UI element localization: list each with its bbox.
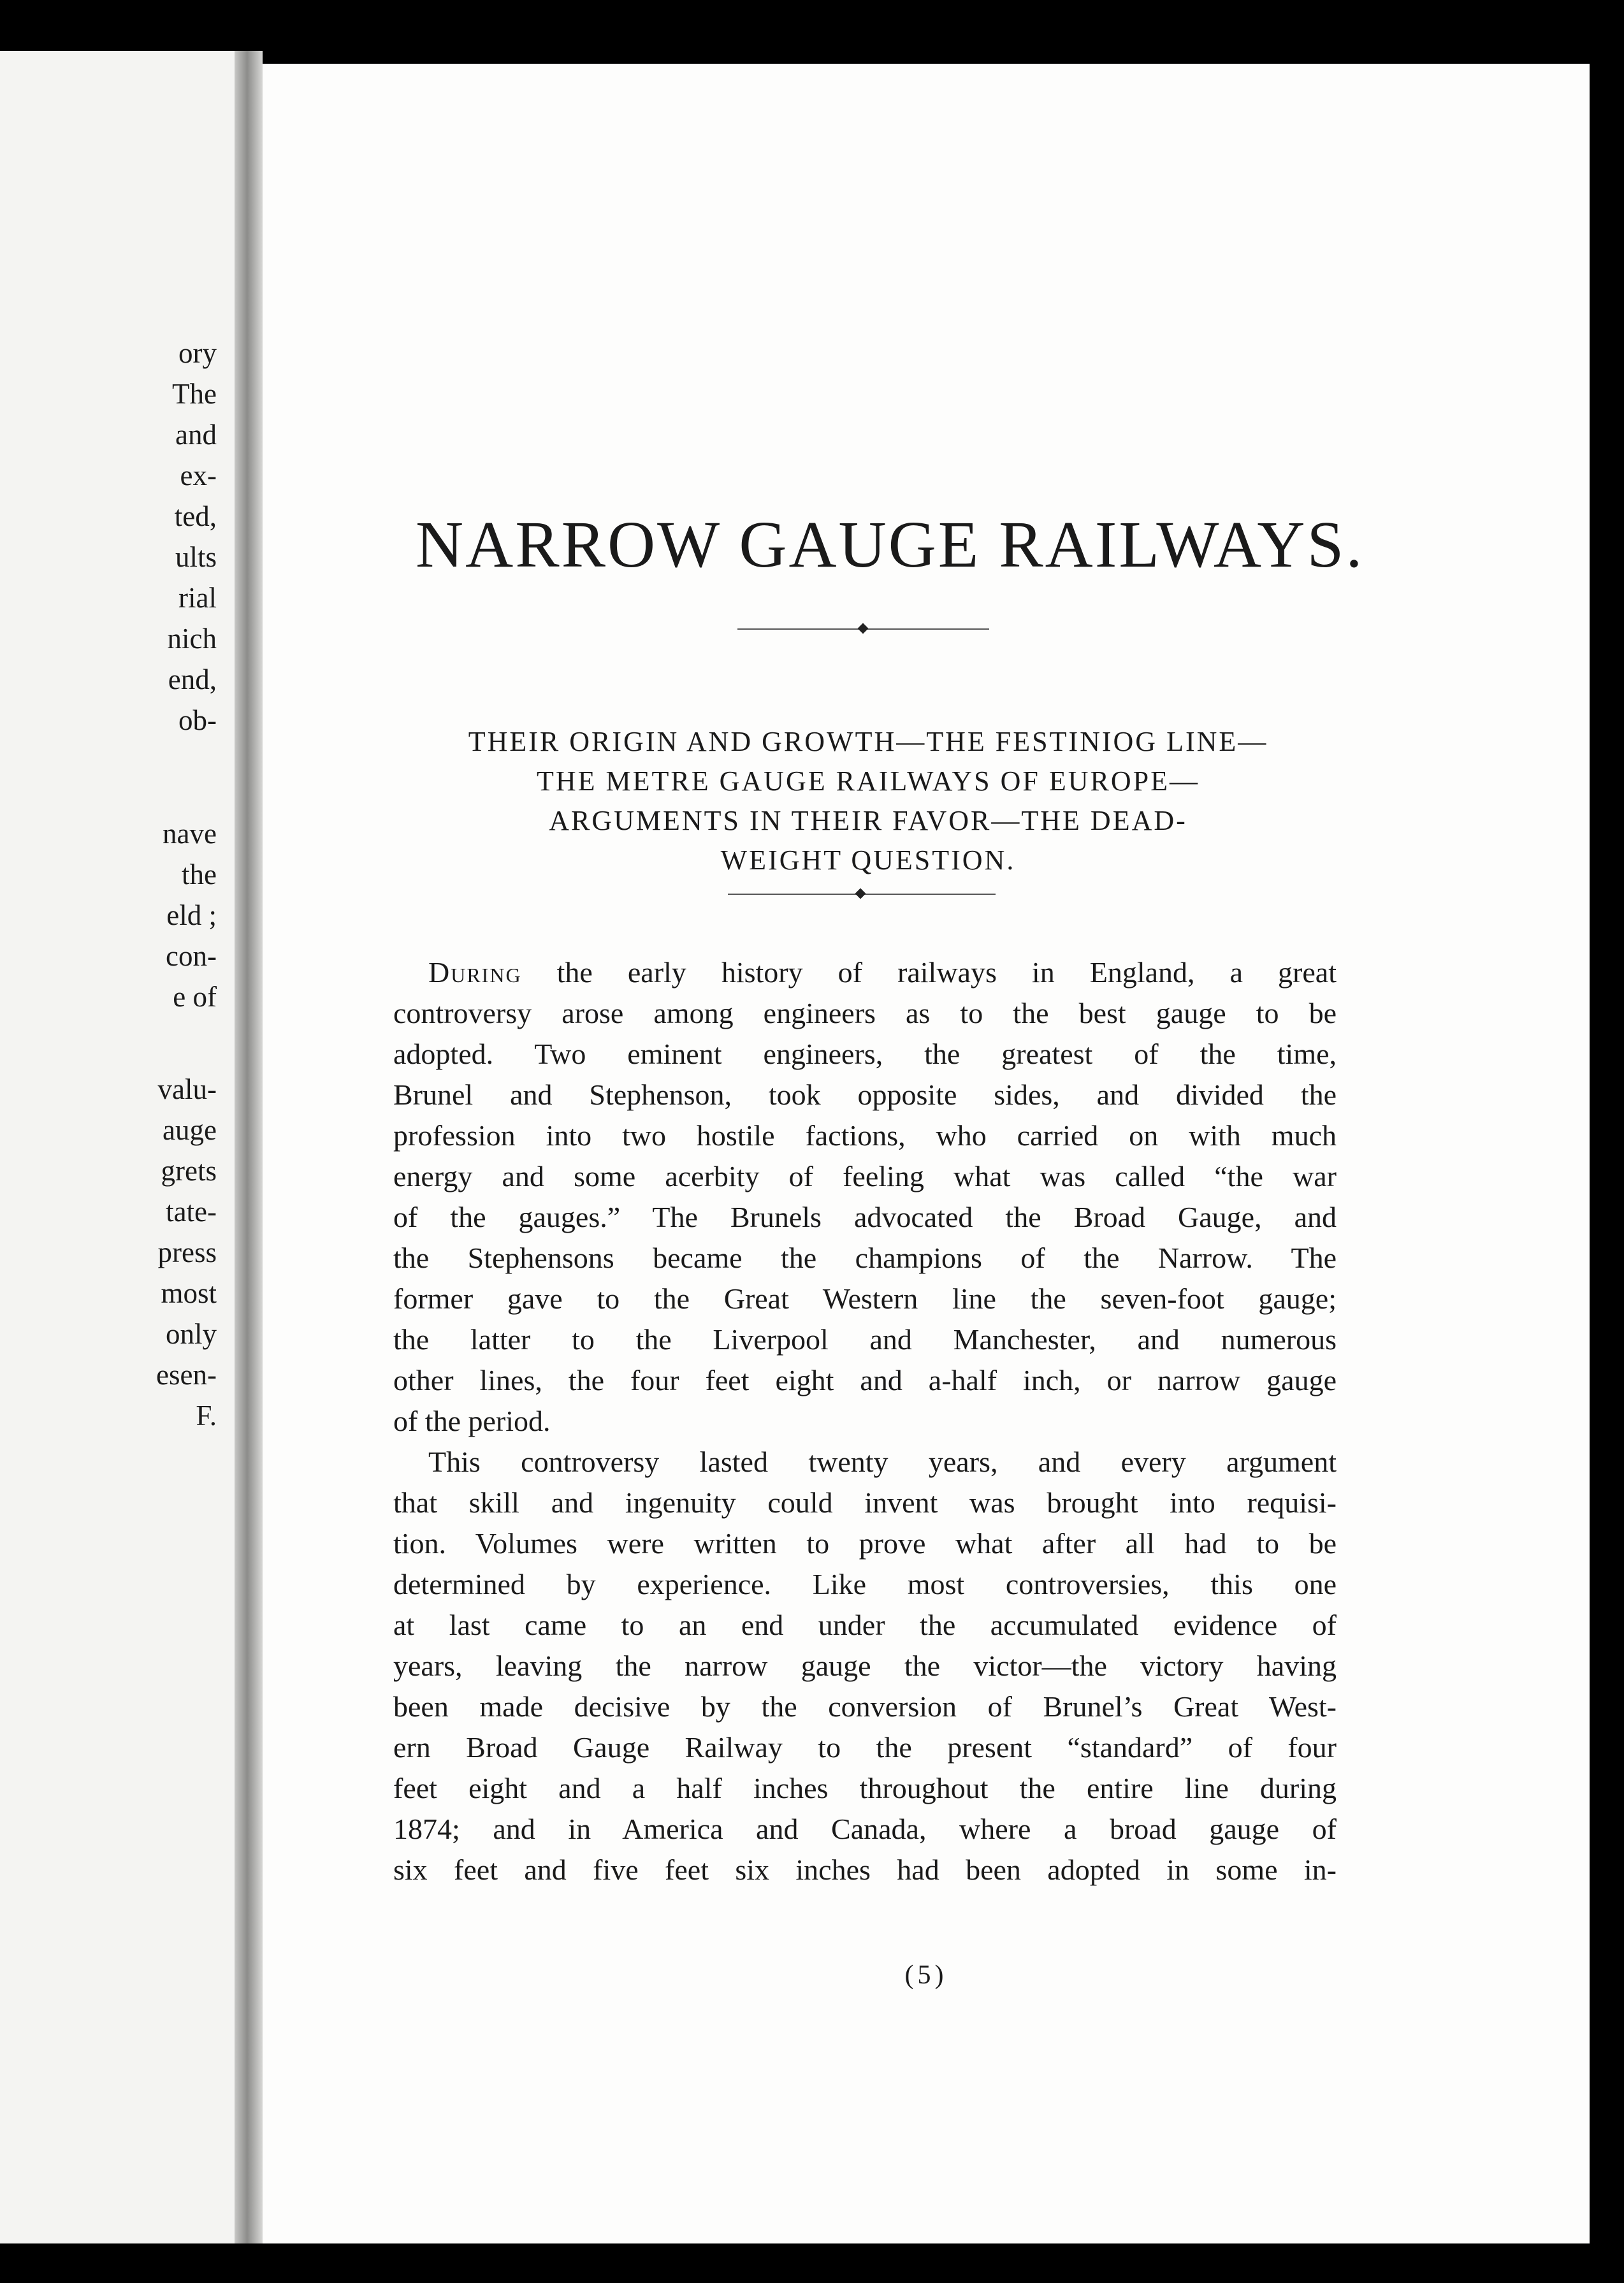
chapter-subtitle [403,722,1333,880]
previous-page-line: nave [163,818,217,850]
paragraph-line: adopted. Two eminent engineers, the greatest of the time, [393,1038,1337,1070]
book-page [263,64,1590,2243]
paragraph-line: profession into two hostile factions, who carried on with much [393,1119,1337,1152]
previous-page-line: eld ; [166,899,217,931]
paragraph-first-word: During [428,956,522,989]
paragraph-line: tion. Volumes were written to prove what after all had to be [393,1527,1337,1560]
previous-page-line: grets [161,1155,217,1187]
paragraph-line: of the gauges.” The Brunels advocated the Broad Gauge, and [393,1201,1337,1233]
paragraph-line: former gave to the Great Western line the seven-foot gauge; [393,1282,1337,1315]
paragraph-1 [393,952,1337,1442]
previous-page-line: valu- [157,1073,217,1105]
previous-page-line: rial [178,582,217,614]
previous-page-line: esen- [156,1359,217,1391]
paragraph-line: This controversy lasted twenty years, and every argument [428,1446,1337,1478]
previous-page-line: The [172,378,217,410]
previous-page-line: most [161,1277,217,1309]
paragraph-line: controversy arose among engineers as to the best gauge to be [393,997,1337,1029]
book-gutter [235,51,263,2243]
paragraph-line: years, leaving the narrow gauge the victor—the victory having [393,1649,1337,1682]
paragraph-line [393,952,1337,993]
paragraph-line: energy and some acerbity of feeling what was called “the war [393,1160,1337,1192]
previous-page-line: tate- [166,1196,217,1228]
previous-page-line: the [182,859,217,890]
divider-ornament-icon [858,623,869,634]
previous-page-line: ob- [178,704,217,736]
subtitle-line: THEIR ORIGIN AND GROWTH—THE FESTINIOG LINE— [468,726,1268,757]
paragraph-line: other lines, the four feet eight and a-half inch, or narrow gauge [393,1364,1337,1396]
previous-page-line: and [175,419,217,451]
paragraph-line: that skill and ingenuity could invent was brought into requisi- [393,1486,1337,1519]
previous-page-line: ex- [180,460,217,491]
subtitle-line: WEIGHT QUESTION. [720,844,1016,876]
previous-page-fragments-top [64,333,217,741]
previous-page-line: e of [173,981,217,1013]
subtitle-line: ARGUMENTS IN THEIR FAVOR—THE DEAD- [549,805,1187,836]
paragraph-first-line-text: the early history of railways in England, a great [521,956,1337,989]
previous-page-line: only [165,1318,217,1350]
page-title: NARROW GAUGE RAILWAYS. [416,508,1365,581]
previous-page-line: nich [167,623,217,655]
paragraph-2 [393,1442,1337,1890]
previous-page-line: press [157,1236,217,1268]
previous-page-line: ults [175,541,217,573]
subtitle-line: THE METRE GAUGE RAILWAYS OF EUROPE— [537,765,1200,797]
paragraph-line: ern Broad Gauge Railway to the present “standard” of four [393,1731,1337,1764]
previous-page-fragments-bottom [64,1069,217,1436]
previous-page-line: auge [163,1114,217,1146]
paragraph-line: been made decisive by the conversion of Brunel’s Great West- [393,1690,1337,1723]
previous-page-line: end, [168,663,217,695]
previous-page-fragments-middle [64,813,217,1017]
paragraph-line: the Stephensons became the champions of the Narrow. The [393,1242,1337,1274]
divider-ornament-icon [855,888,866,899]
paragraph-line: of the period. [393,1405,551,1437]
previous-page-line: ted, [174,500,217,532]
paragraph-line: at last came to an end under the accumulated evidence of [393,1609,1337,1641]
paragraph-line: determined by experience. Like most controversies, this one [393,1568,1337,1600]
previous-page-edge [0,51,235,2243]
paragraph-line: feet eight and a half inches throughout the entire line during [393,1772,1337,1804]
previous-page-line: con- [166,940,217,972]
paragraph-line: six feet and five feet six inches had been adopted in some in- [393,1853,1337,1886]
paragraph-line: the latter to the Liverpool and Manchester, and numerous [393,1323,1337,1356]
paragraph-line: 1874; and in America and Canada, where a broad gauge of [393,1813,1337,1845]
page-number: (5) [904,1960,948,1990]
paragraph-line: Brunel and Stephenson, took opposite sides, and divided the [393,1078,1337,1111]
previous-page-line: ory [178,337,217,369]
previous-page-line: F. [196,1400,217,1431]
